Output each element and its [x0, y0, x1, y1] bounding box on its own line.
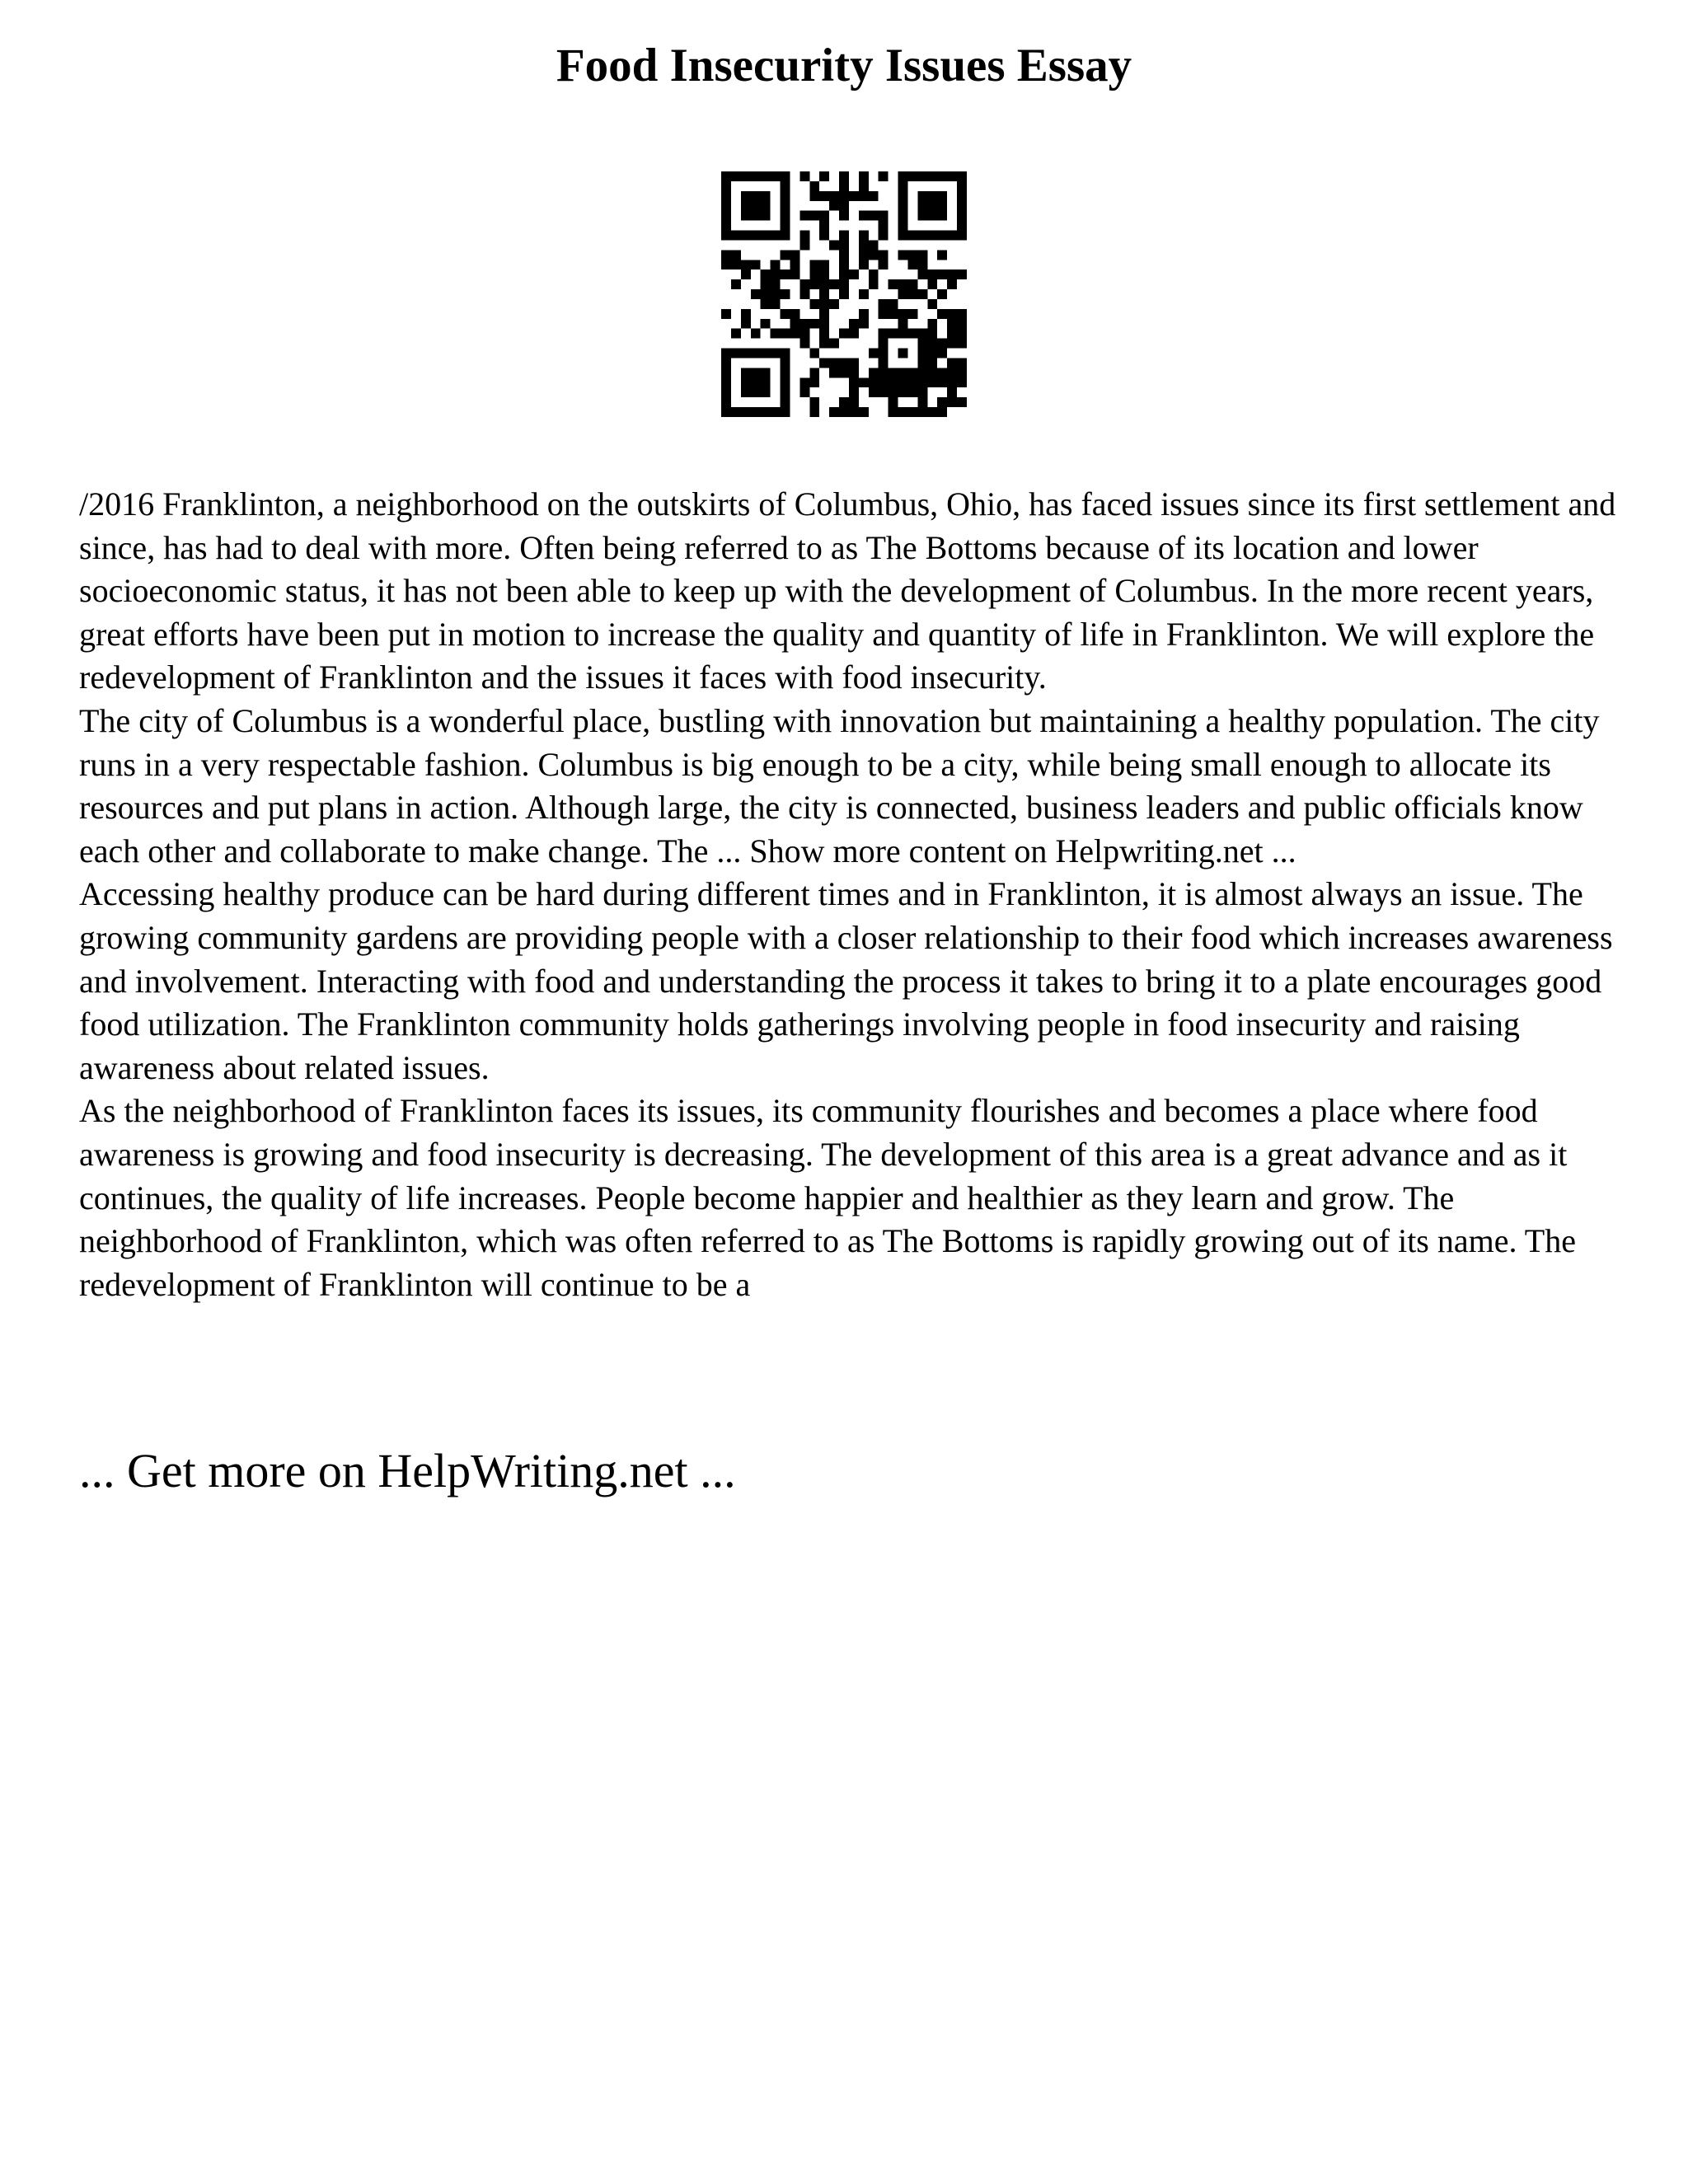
paragraph: As the neighborhood of Franklinton faces its issues, its community flourishes and becomes a place where food awareness is growing and food insecurity is decreasing. The development of this area is a great advance and as it continues, the quality of life increases. People become happier and healthier as they learn and grow. The neighborhood of Franklinton, which was often referred to as The Bottoms is rapidly growing out of its name. The redevelopment of Franklinton will continue to be a	[79, 1092, 1576, 1303]
paragraph: Accessing healthy produce can be hard during different times and in Franklinton, it is almost always an issue. The growing community gardens are providing people with a closer relationship to their food which increases awareness and involvement. Interacting with food and understanding the process it takes to bring it to a plate encourages good food utilization. The Franklinton community holds gatherings involving people in food insecurity and raising awareness about related issues.	[79, 875, 1613, 1086]
document-title: Food Insecurity Issues Essay	[556, 40, 1132, 91]
get-more-link[interactable]: ... Get more on HelpWriting.net ...	[79, 1444, 736, 1497]
qr-code-icon	[721, 171, 967, 417]
paragraph: /2016 Franklinton, a neighborhood on the outskirts of Columbus, Ohio, has faced issues since its first settlement and since, has had to deal with more. Often being referred to as The Bottoms because of its location and lower socioeconomic status, it has not been able to keep up with the development of Columbus. In the more recent years, great efforts have been put in motion to increase the quality and quantity of life in Franklinton. We will explore the redevelopment of Franklinton and the issues it faces with food insecurity.	[79, 485, 1616, 696]
qr-code-graphic	[721, 171, 967, 417]
essay-body	[79, 483, 1629, 1306]
paragraph: The city of Columbus is a wonderful place, bustling with innovation but maintaining a healthy population. The city runs in a very respectable fashion. Columbus is big enough to be a city, while being small enough to allocate its resources and put plans in action. Although large, the city is connected, business leaders and public officials know each other and collaborate to make change. The ... Show more content on Helpwriting.net ...	[79, 701, 1600, 869]
